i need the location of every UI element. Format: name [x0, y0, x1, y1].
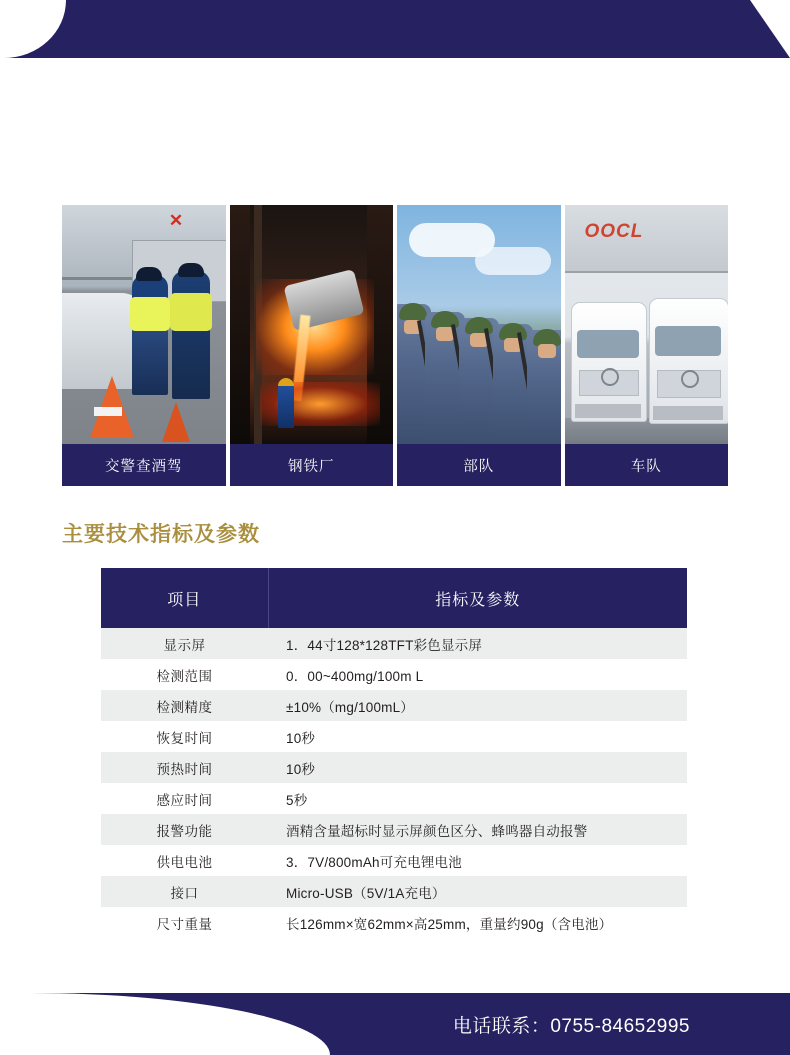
spec-value: Micro-USB（5V/1A充电）	[268, 876, 687, 907]
gallery-item[interactable]	[62, 205, 226, 486]
photo-steel-mill	[230, 205, 394, 444]
officer-body-left	[132, 275, 168, 395]
plant-structure-left	[230, 205, 250, 444]
contact-phone: 电话联系：0755-84652995	[452, 1016, 690, 1037]
close-icon: ✕	[168, 211, 184, 230]
table-row	[101, 907, 687, 938]
table-row	[101, 783, 687, 814]
photo-truck-fleet	[565, 205, 729, 444]
table-row	[101, 721, 687, 752]
spec-key: 恢复时间	[101, 721, 268, 752]
traffic-cone-band	[94, 407, 122, 416]
table-row	[101, 690, 687, 721]
table-row	[101, 752, 687, 783]
top-decorative-banner	[0, 0, 790, 58]
spec-key: 感应时间	[101, 783, 268, 814]
top-banner-notch	[0, 0, 66, 58]
table-row	[101, 814, 687, 845]
spec-key: 显示屏	[101, 628, 268, 659]
spec-value: 酒精含量超标时显示屏颜色区分、蜂鸣器自动报警	[268, 814, 687, 845]
table-row	[101, 659, 687, 690]
table-row	[101, 876, 687, 907]
soldier-face	[538, 344, 556, 358]
spec-value: 0．00~400mg/100m L	[268, 659, 687, 690]
gallery-caption: 车队	[565, 444, 729, 486]
photo-military-troops	[397, 205, 561, 444]
truck-windshield-right	[655, 326, 721, 356]
table-row	[101, 628, 687, 659]
spec-key: 预热时间	[101, 752, 268, 783]
truck-bumper-left	[575, 404, 641, 418]
officer-body-right	[172, 271, 210, 399]
container-logo: OOCL	[584, 221, 644, 242]
cloud	[475, 247, 551, 275]
gallery-item[interactable]	[397, 205, 561, 486]
spec-value: ±10%（mg/100mL）	[268, 690, 687, 721]
gallery-caption: 部队	[397, 444, 561, 486]
spec-value: 10秒	[268, 721, 687, 752]
spec-key: 检测精度	[101, 690, 268, 721]
bottom-banner-notch	[0, 993, 330, 1055]
spec-key: 报警功能	[101, 814, 268, 845]
spec-key: 供电电池	[101, 845, 268, 876]
page-title: 主要技术指标及参数	[62, 523, 260, 546]
worker-helmet	[278, 378, 294, 386]
spec-value: 10秒	[268, 752, 687, 783]
gallery-caption: 交警查酒驾	[62, 444, 226, 486]
gallery-caption: 钢铁厂	[230, 444, 394, 486]
table-row	[101, 845, 687, 876]
spec-value: 长126mm×宽62mm×高25mm，重量约90g（含电池）	[268, 907, 687, 938]
table-header-row	[101, 568, 687, 628]
officer-cap-right	[178, 263, 204, 277]
officer-cap-left	[136, 267, 162, 281]
spec-value: 1．44寸128*128TFT彩色显示屏	[268, 628, 687, 659]
bottom-decorative-banner	[0, 993, 790, 1055]
top-banner-corner	[750, 0, 790, 58]
mercedes-star-icon	[601, 368, 619, 386]
gallery-item[interactable]	[565, 205, 729, 486]
reflective-vest-left	[130, 297, 170, 331]
application-gallery	[62, 205, 728, 486]
mercedes-star-icon	[681, 370, 699, 388]
gallery-item[interactable]	[230, 205, 394, 486]
spec-value: 3．7V/800mAh可充电锂电池	[268, 845, 687, 876]
traffic-cone-small	[162, 402, 190, 442]
table-header-value: 指标及参数	[268, 568, 687, 628]
spec-key: 检测范围	[101, 659, 268, 690]
plant-worker	[278, 382, 294, 428]
truck-windshield-left	[577, 330, 639, 358]
spec-key: 尺寸重量	[101, 907, 268, 938]
spec-key: 接口	[101, 876, 268, 907]
table-header-item: 项目	[101, 568, 268, 628]
photo-traffic-police	[62, 205, 226, 444]
spec-value: 5秒	[268, 783, 687, 814]
truck-bumper-right	[653, 406, 723, 420]
reflective-vest-right	[170, 293, 212, 331]
specifications-table	[101, 568, 687, 938]
